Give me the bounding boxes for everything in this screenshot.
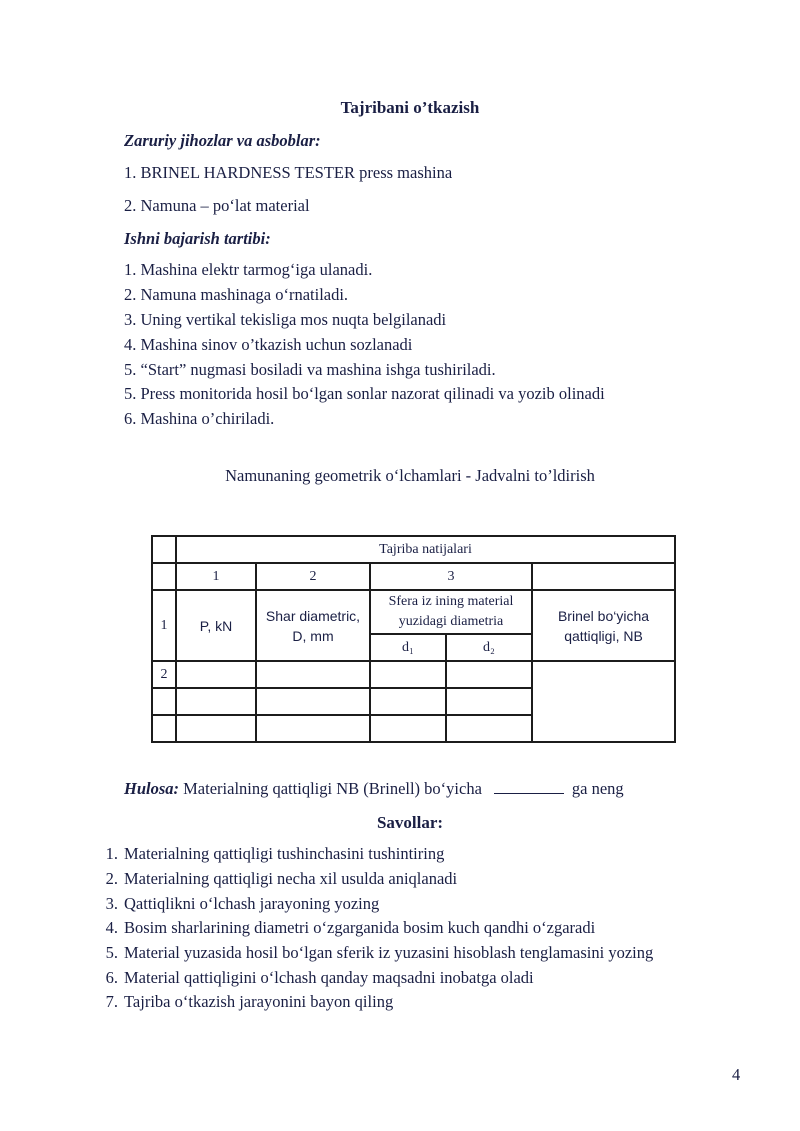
row-label: 1 — [152, 590, 176, 661]
question-text: Qattiqlikni o‘lchash jarayoning yozing — [124, 894, 380, 913]
equipment-item: 1. BRINEL HARDNESS TESTER press mashina — [124, 163, 453, 182]
table-cell — [152, 563, 176, 590]
procedure-title: Ishni bajarish tartibi: — [124, 229, 271, 248]
conclusion-text: Materialning qattiqligi NB (Brinell) bo‘yicha — [183, 779, 482, 798]
table-cell — [370, 688, 446, 715]
question-item — [98, 968, 778, 993]
question-number: 7. — [105, 992, 118, 1011]
hardness-result-cell — [532, 661, 675, 742]
procedure-step: 6. Mashina o’chiriladi. — [124, 409, 275, 428]
d2-header: d₂ — [446, 634, 532, 661]
question-text: Tajriba o‘tkazish jarayonini bayon qiling — [124, 992, 394, 1011]
procedure-step: 5. “Start” nugmasi bosiladi va mashina ishga tushiriladi. — [124, 360, 496, 379]
question-text: Material yuzasida hosil bo‘lgan sferik iz yuzasini hisoblash tenglamasini yozing — [124, 943, 654, 962]
table-cell — [176, 688, 256, 715]
page-heading: Tajribani o’tkazish — [340, 98, 480, 117]
equipment-item: 2. Namuna – po‘lat material — [124, 196, 310, 215]
col-number: 2 — [256, 563, 370, 590]
table-corner-cell — [152, 536, 176, 563]
conclusion-label: Hulosa: — [124, 779, 180, 798]
questions-title: Savollar: — [376, 813, 444, 832]
page-number: 4 — [732, 1065, 741, 1084]
table-header: Tajriba natijalari — [176, 536, 675, 563]
row-label: 2 — [152, 661, 176, 688]
procedure-step: 1. Mashina elektr tarmog‘iga ulanadi. — [124, 260, 373, 279]
question-text: Bosim sharlarining diametri o‘zgarganida bosim kuch qandhi o‘zgaradi — [124, 918, 596, 937]
question-number: 2. — [105, 869, 118, 888]
force-header: P, kN — [176, 590, 256, 661]
question-text: Materialning qattiqligi tushinchasini tushintiring — [124, 844, 445, 863]
table-caption: Namunaning geometrik o‘lchamlari - Jadvalni to’ldirish — [225, 466, 595, 485]
question-number: 5. — [105, 943, 118, 962]
question-item — [98, 943, 778, 968]
question-item — [98, 844, 778, 869]
table-cell — [532, 563, 675, 590]
table-cell — [176, 661, 256, 688]
table-cell — [370, 715, 446, 742]
procedure-step: 3. Uning vertikal tekisliga mos nuqta belgilanadi — [124, 310, 447, 329]
table-cell — [176, 715, 256, 742]
question-item — [98, 992, 778, 1017]
question-text: Material qattiqligini o‘lchash qanday maqsadni inobatga oladi — [124, 968, 534, 987]
table-cell — [256, 661, 370, 688]
question-item — [98, 869, 778, 894]
d1-header: d₁ — [370, 634, 446, 661]
question-number: 4. — [105, 918, 118, 937]
procedure-step: 4. Mashina sinov o’tkazish uchun sozlanadi — [124, 335, 413, 354]
conclusion-text-after: ga neng — [571, 779, 624, 798]
question-number: 3. — [105, 894, 118, 913]
table-cell — [370, 661, 446, 688]
equipment-title: Zaruriy jihozlar va asboblar: — [124, 131, 321, 150]
ball-diameter-header: Shar diametric, D, mm — [256, 590, 370, 661]
procedure-step: 2. Namuna mashinaga o‘rnatiladi. — [124, 285, 349, 304]
table-cell — [446, 661, 532, 688]
question-number: 1. — [105, 844, 118, 863]
answer-blank — [494, 779, 564, 794]
question-item — [98, 918, 778, 943]
table-cell — [256, 688, 370, 715]
col-number: 3 — [370, 563, 532, 590]
table-cell — [152, 715, 176, 742]
conclusion — [124, 779, 624, 799]
imprint-diameter-header: Sfera iz ining material yuzidagi diametria — [370, 590, 532, 634]
hardness-header: Brinel bo‘yicha qattiqligi, NB — [532, 590, 675, 661]
table-cell — [446, 688, 532, 715]
table-cell — [256, 715, 370, 742]
col-number: 1 — [176, 563, 256, 590]
question-text: Materialning qattiqligi necha xil usulda aniqlanadi — [124, 869, 458, 888]
question-number: 6. — [105, 968, 118, 987]
results-table — [151, 535, 676, 743]
table-cell — [446, 715, 532, 742]
procedure-step: 5. Press monitorida hosil bo‘lgan sonlar nazorat qilinadi va yozib olinadi — [124, 384, 605, 403]
question-item — [98, 894, 778, 919]
table-cell — [152, 688, 176, 715]
